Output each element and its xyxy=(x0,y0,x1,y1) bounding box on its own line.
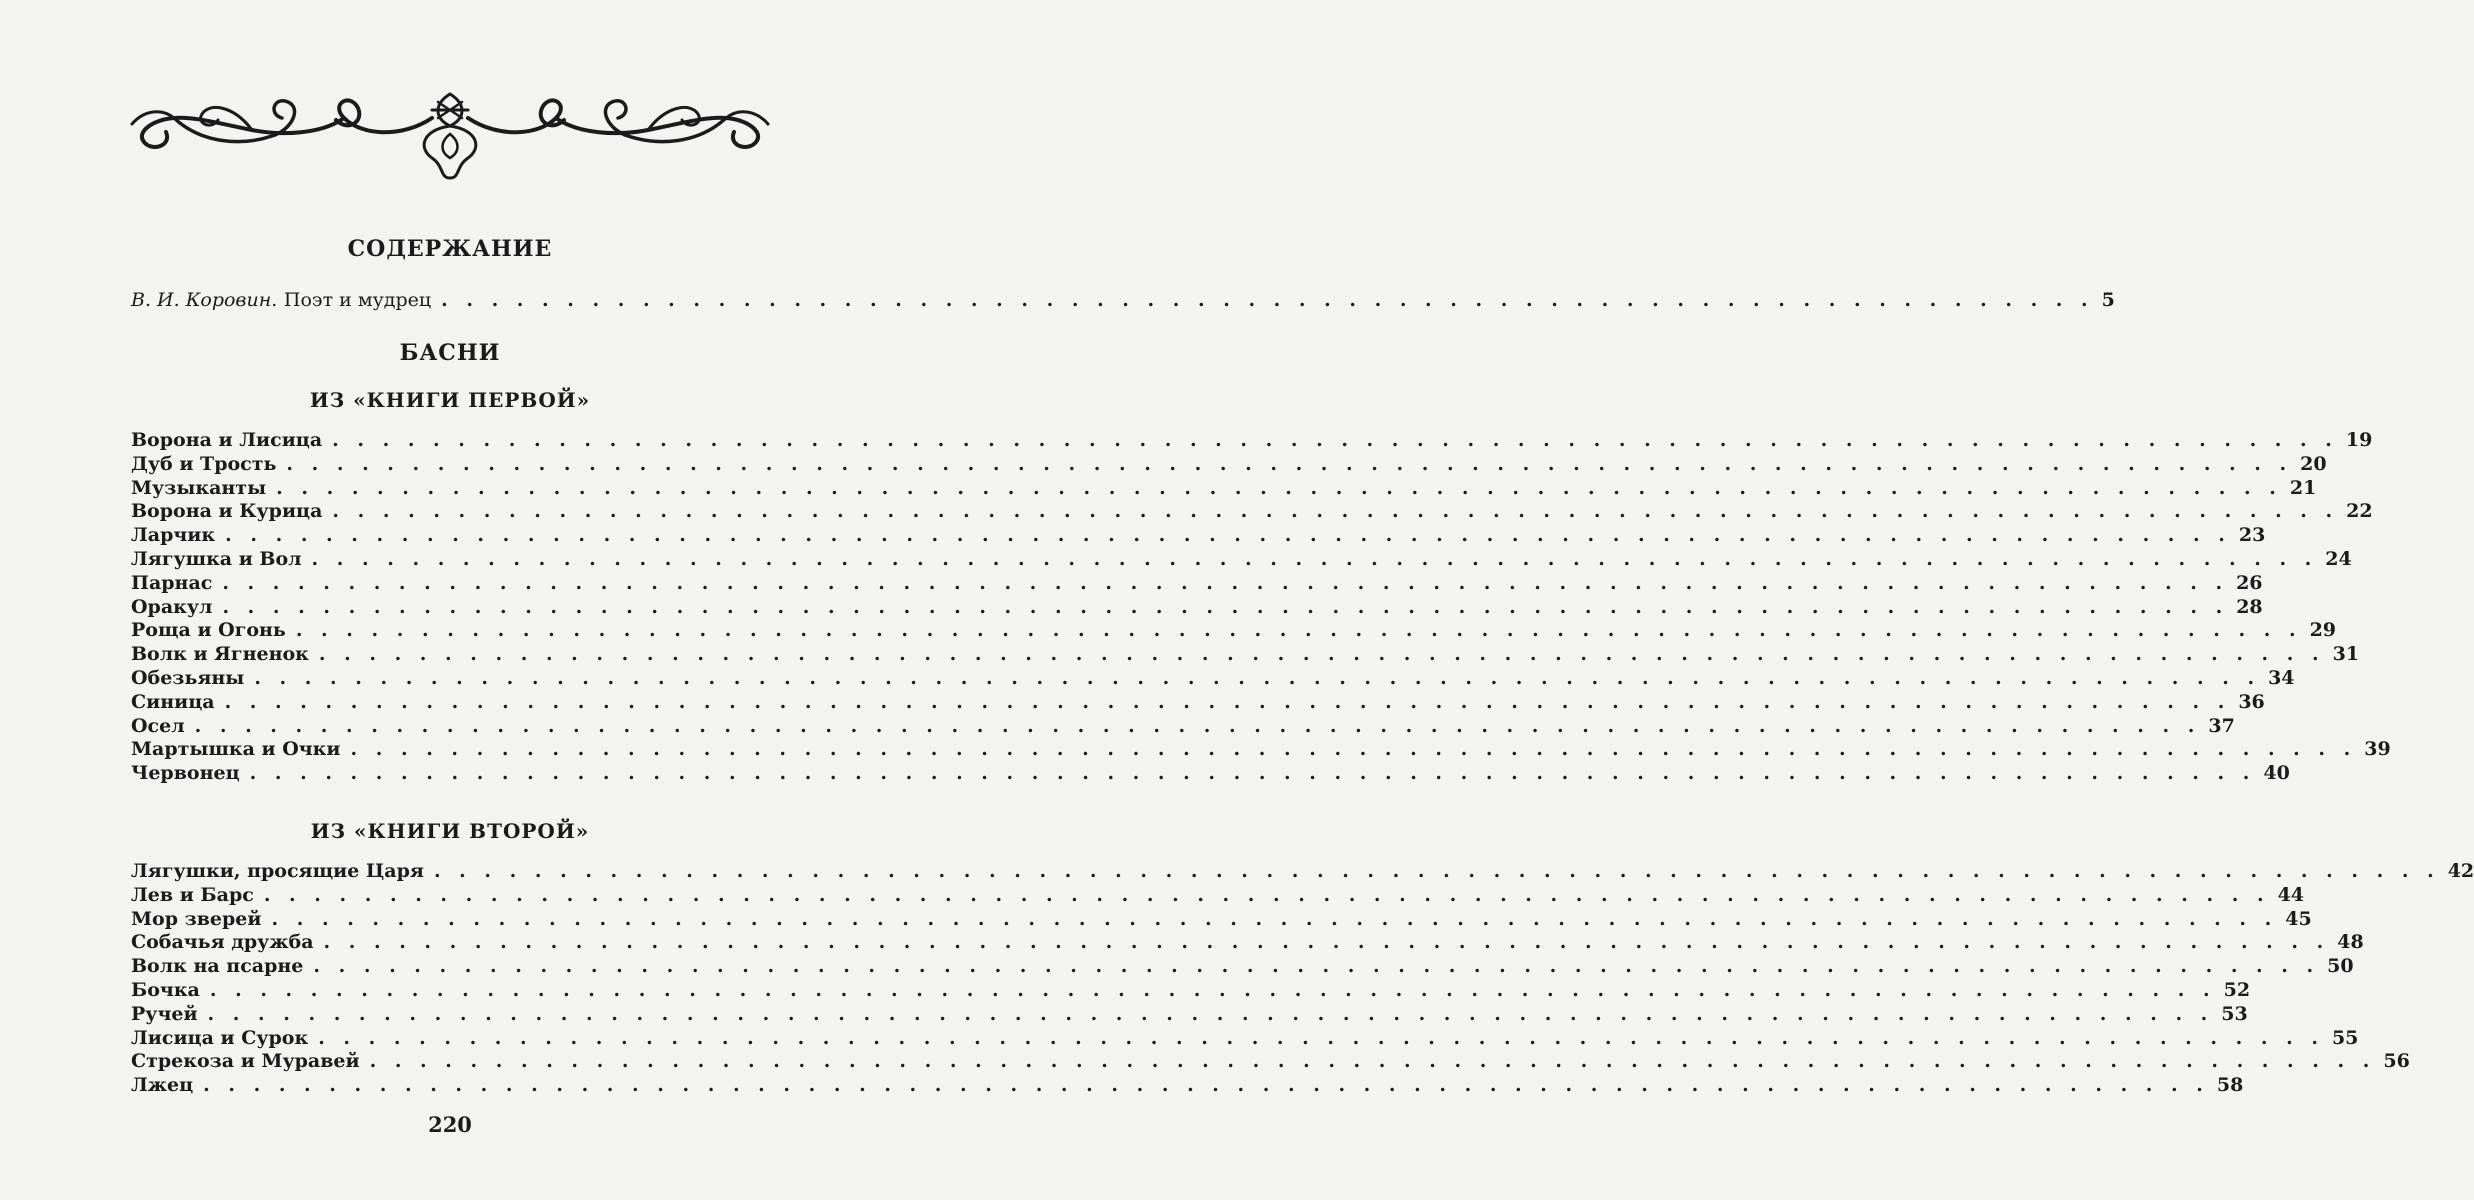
toc-page-number: 29 xyxy=(2309,619,2337,642)
toc-page-number: 58 xyxy=(2216,1074,2244,1097)
toc-entry xyxy=(131,524,2266,547)
toc-entry-title: Парнас xyxy=(131,571,213,594)
section-heading-fables: БАСНИ xyxy=(399,340,501,366)
dot-leader: . . . . . . . . . . . . . . . . . . . . . . . . . . . . . . . . . . . . . . . . . . . . . . . . . . . . . . . . . . . . . . . . . . . . . . . . . . . . . . . . xyxy=(249,762,2256,785)
toc-page-number: 21 xyxy=(2289,476,2317,499)
toc-entry xyxy=(131,762,2290,785)
toc-entry-title: Лягушки, просящие Царя xyxy=(131,860,424,882)
toc-entry xyxy=(131,476,2317,500)
dot-leader: . . . . . . . . . . . . . . . . . . . . . . . . . . . . . . . . . . . . . . . . . . . . . . . . . . . . . . . . . . . . . . . . . . . . . . . . . . . . . . . . xyxy=(433,860,2440,882)
dot-leader: . . . . . . . . . . . . . . . . . . . . . . . . . . . . . . . . . . . . . . . . . . . . . . . . . . . . . . . . . . . . . . . . . . . . . . . . . . . . . . . . xyxy=(254,667,2261,689)
toc-entry-title: Мартышка и Очки xyxy=(131,738,341,761)
toc-entry xyxy=(131,595,2263,619)
toc-page-number: 22 xyxy=(2346,500,2373,523)
toc-entry-title: Оракул xyxy=(131,595,213,618)
dot-leader: . . . . . . . . . . . . . . . . . . . . . . . . . . . . . . . . . . . . . . . . . . . . . . . . . . . . . . . . . . . . . . . . . . . . . . . . . . . . . . . . xyxy=(286,452,2293,475)
toc-entry xyxy=(131,1026,2359,1050)
toc-page-number: 55 xyxy=(2331,1026,2359,1049)
decorative-ornament xyxy=(122,88,778,180)
toc-entry-title: Ларчик xyxy=(131,524,216,547)
toc-entry xyxy=(131,860,2474,883)
dot-leader: . . . . . . . . . . . . . . . . . . . . . . . . . . . . . . . . . . . . . . . . . . . . . . . . . . . . . . . . . . . . . . . . . . . . . . . . . . . . . . . . xyxy=(318,1026,2324,1049)
dot-leader: . . . . . . . . . . . . . . . . . . . . . . . . . . . . . . . . . . . . . . . . . . . . . . . . . . . . . . . . . . . . . . . . . . . . . . . . . . . . . . . . xyxy=(271,907,2278,930)
toc-entry-title: Лягушка и Вол xyxy=(131,548,302,570)
toc-entry xyxy=(131,643,2360,666)
dot-leader: . . . . . . . . . . . . . . . . . . . . . . . . . . . . . . . . . . . . . . . . . . . . . . . . . . . . . . . . . . . . . . . . . . . . . . . . . . . . . . . . xyxy=(225,524,2231,547)
dot-leader: . . . . . . . . . . . . . . . . . . . . . . . . . . . . . . . . . . . . . . . . . . . . . . . . . . . . . . . . . . . . . . . . . . . . . . . . . . . . . . . . xyxy=(209,979,2216,1001)
toc-entry-title: Лев и Барс xyxy=(131,883,254,906)
toc-page-number: 52 xyxy=(2223,979,2251,1001)
page-number: 220 xyxy=(428,1112,472,1137)
intro-author: В. И. Коровин. xyxy=(131,289,278,311)
toc-entry xyxy=(131,429,2373,452)
dot-leader: . . . . . . . . . . . . . . . . . . . . . . . . . . . . . . . . . . . . . . . . . . . . . . . . . . . . . . . . . . . . . . . . . . . . . . . . . . . . . . . . xyxy=(203,1074,2209,1097)
toc-entry-title: Лжец xyxy=(131,1074,194,1097)
dot-leader: . . . . . . . . . . . . . . . . . . . . . . . . . . . . . . . . . . . . . . . . . . . . . . . . . . . . . . . . . . . . . . . . . . . . . . . . . . . . . . . . xyxy=(332,500,2339,523)
dot-leader: . . . . . . . . . . . . . . . . . . . . . . . . . . . . . . . . . . . . . . . . . . . . . . . . . . . . . . . . . . . . . . . . . . . . . . . . . . . . . . . . xyxy=(276,476,2282,499)
toc-page-number: 40 xyxy=(2263,762,2290,785)
dot-leader: . . . . . . . . . . . . . . . . . . . . . . . . . . . . . . . . . . . . . . . . . . . . . . . . . . . . . . . . . . . . . . . . . . . . . . . . . . . . . . . . xyxy=(318,643,2325,666)
toc-entry-title: Волк и Ягненок xyxy=(131,643,309,666)
toc-page-number: 24 xyxy=(2325,548,2352,570)
toc-entry xyxy=(131,955,2354,978)
toc-entry xyxy=(131,931,2364,954)
toc-entry-title: Ворона и Курица xyxy=(131,500,323,523)
toc-entry-intro xyxy=(131,289,2115,312)
dot-leader: . . . . . . . . . . . . . . . . . . . . . . . . . . . . . . . . . . . . . . . . . . . . . . . . . . . . . . . . . . . . . . . . . . . . . . . . . . . . . . . . xyxy=(207,1002,2214,1025)
toc-entry xyxy=(131,1050,2410,1073)
toc-page-number: 37 xyxy=(2208,714,2235,737)
dot-leader: . . . . . . . . . . . . . . . . . . . . . . . . . . . . . . . . . . . . . . . . . . . . . . . . . . . . . . . . . . . . . . . . . . . . . . . . . . . . . . . . xyxy=(295,619,2302,642)
toc-page-number: 50 xyxy=(2327,955,2354,978)
toc-entry-title: Музыканты xyxy=(131,476,267,499)
toc-entry-title: Волк на псарне xyxy=(131,955,304,978)
toc-page-number: 42 xyxy=(2447,860,2474,882)
toc-entry-title: Собачья дружба xyxy=(131,931,314,954)
toc-page-number: 56 xyxy=(2383,1050,2410,1073)
dot-leader: . . . . . . . . . . . . . . . . . . . . . . . . . . . . . . . . . . . . . . . . . . . . . . . . . . . . . . . . . . . . . . . . . . . . . . . . . . . . . . . . xyxy=(332,429,2338,451)
toc-page-number: 20 xyxy=(2300,452,2327,475)
toc-entry-title: Роща и Огонь xyxy=(131,619,286,642)
toc-entry xyxy=(131,452,2327,476)
dot-leader: . . . . . . . . . . . . . . . . . . . . . . . . . . . . . . . . . . . . . . . . . . . . . . . . . . . . . . . . . . . . . . . . . . . . . . . . . . . . . . . . xyxy=(224,690,2231,713)
intro-title: Поэт и мудрец xyxy=(283,289,432,311)
toc-entry-title: Осел xyxy=(131,714,185,737)
toc-entry-title: Ворона и Лисица xyxy=(131,429,323,451)
toc-page-number: 31 xyxy=(2332,643,2360,666)
toc-entry-title: Ручей xyxy=(131,1002,198,1025)
toc-page-number: 19 xyxy=(2345,429,2373,451)
toc-entry xyxy=(131,979,2251,1002)
toc-entry xyxy=(131,714,2235,738)
dot-leader: . . . . . . . . . . . . . . . . . . . . . . . . . . . . . . . . . . . . . . . . . . . . . . . . . . . . . . . . . . . . . . . . . . . . . . . . . . . . . . . . xyxy=(369,1050,2376,1073)
dot-leader: . . . . . . . . . . . . . . . . . . . . . . . . . . . . . . . . . . . . . . . . . . . . . . . . . . . . . . . . . . . . . . . . . . xyxy=(441,289,2094,311)
dot-leader: . . . . . . . . . . . . . . . . . . . . . . . . . . . . . . . . . . . . . . . . . . . . . . . . . . . . . . . . . . . . . . . . . . . . . . . . . . . . . . . . xyxy=(263,883,2270,906)
toc-page-number: 39 xyxy=(2364,738,2391,761)
toc-entry xyxy=(131,667,2295,690)
toc-entry-title: Синица xyxy=(131,690,215,713)
toc-entry-title: Мор зверей xyxy=(131,907,262,930)
dot-leader: . . . . . . . . . . . . . . . . . . . . . . . . . . . . . . . . . . . . . . . . . . . . . . . . . . . . . . . . . . . . . . . . . . . . . . . . . . . . . . . . xyxy=(222,595,2229,618)
toc-page-number: 53 xyxy=(2221,1002,2248,1025)
toc-entry-title: Стрекоза и Муравей xyxy=(131,1050,360,1073)
toc-entry xyxy=(131,571,2263,595)
toc-entry-title: Бочка xyxy=(131,979,200,1001)
section-heading-book2: ИЗ «КНИГИ ВТОРОЙ» xyxy=(310,819,590,843)
toc-page-number: 36 xyxy=(2238,690,2265,713)
toc-entry-title: Червонец xyxy=(131,762,240,785)
dot-leader: . . . . . . . . . . . . . . . . . . . . . . . . . . . . . . . . . . . . . . . . . . . . . . . . . . . . . . . . . . . . . . . . . . . . . . . . . . . . . . . . xyxy=(323,931,2330,954)
toc-entry xyxy=(131,690,2265,714)
toc-entry xyxy=(131,619,2337,642)
toc-page-number: 44 xyxy=(2277,883,2305,906)
toc-entry-title: Дуб и Трость xyxy=(131,452,277,475)
toc-page-number: 48 xyxy=(2337,931,2364,954)
dot-leader: . . . . . . . . . . . . . . . . . . . . . . . . . . . . . . . . . . . . . . . . . . . . . . . . . . . . . . . . . . . . . . . . . . . . . . . . . . . . . . . . xyxy=(350,738,2357,761)
dot-leader: . . . . . . . . . . . . . . . . . . . . . . . . . . . . . . . . . . . . . . . . . . . . . . . . . . . . . . . . . . . . . . . . . . . . . . . . . . . . . . . . xyxy=(313,955,2320,978)
toc-page-number: 5 xyxy=(2101,289,2115,311)
toc-page-number: 23 xyxy=(2238,524,2266,547)
toc-entry xyxy=(131,738,2391,761)
toc-entry xyxy=(131,907,2312,931)
toc-entry-title: Обезьяны xyxy=(131,667,245,689)
toc-page-number: 26 xyxy=(2236,571,2263,594)
dot-leader: . . . . . . . . . . . . . . . . . . . . . . . . . . . . . . . . . . . . . . . . . . . . . . . . . . . . . . . . . . . . . . . . . . . . . . . . . . . . . . . . xyxy=(311,548,2318,570)
dot-leader: . . . . . . . . . . . . . . . . . . . . . . . . . . . . . . . . . . . . . . . . . . . . . . . . . . . . . . . . . . . . . . . . . . . . . . . . . . . . . . . . xyxy=(194,714,2201,737)
toc-entry xyxy=(131,883,2305,907)
toc-page-number: 34 xyxy=(2268,667,2295,689)
toc-entry-title xyxy=(131,289,431,312)
dot-leader: . . . . . . . . . . . . . . . . . . . . . . . . . . . . . . . . . . . . . . . . . . . . . . . . . . . . . . . . . . . . . . . . . . . . . . . . . . . . . . . . xyxy=(222,571,2229,594)
contents-heading: СОДЕРЖАНИЕ xyxy=(347,236,553,262)
section-heading-book1: ИЗ «КНИГИ ПЕРВОЙ» xyxy=(309,388,591,412)
toc-entry xyxy=(131,1074,2244,1097)
toc-entry xyxy=(131,500,2373,523)
toc-page-number: 45 xyxy=(2285,907,2312,930)
toc-entry xyxy=(131,548,2352,571)
toc-entry xyxy=(131,1002,2248,1026)
toc-page-number: 28 xyxy=(2236,595,2263,618)
toc-entry-title: Лисица и Сурок xyxy=(131,1026,309,1049)
